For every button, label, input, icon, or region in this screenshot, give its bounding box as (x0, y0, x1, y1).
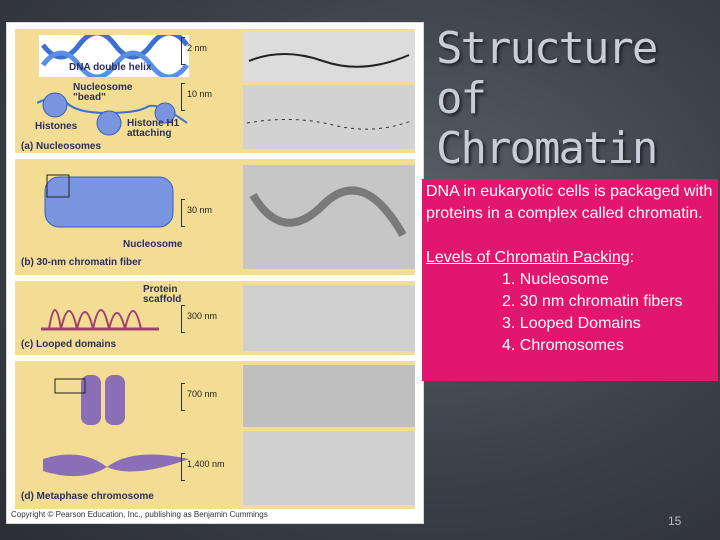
list-item: 3. Looped Domains (502, 315, 641, 332)
micrograph-700nm (243, 365, 415, 427)
slide-title: Structure of Chromatin (436, 23, 657, 174)
nucleosome-label: Nucleosome (123, 239, 183, 250)
micrograph-metaphase (243, 431, 415, 505)
info-textbox (422, 179, 718, 381)
scale-300nm: 300 nm (187, 311, 218, 321)
slide-number: 15 (668, 514, 682, 528)
panel-a-label: (a) Nucleosomes (21, 141, 102, 152)
micrograph-nucleosomes (243, 85, 415, 149)
fiber-drawing (39, 167, 179, 237)
panel-d-label: (d) Metaphase chromosome (21, 491, 154, 502)
micrograph-fiber (243, 165, 415, 269)
scale-2nm: 2 nm (187, 43, 208, 53)
panel-looped-domains (15, 281, 415, 355)
levels-list (426, 269, 714, 357)
panel-30nm-fiber (15, 159, 415, 275)
panel-metaphase-chromosome (15, 361, 415, 509)
levels-heading-colon: : (629, 249, 635, 266)
list-item: 4. Chromosomes (502, 337, 624, 354)
panel-c-label: (c) Looped domains (21, 339, 116, 350)
micrograph-dna (243, 31, 415, 81)
levels-heading-text: Levels of Chromatin Packing (426, 249, 630, 266)
scale-10nm: 10 nm (187, 89, 213, 99)
levels-heading (426, 247, 714, 269)
micrograph-looped (243, 285, 415, 351)
chromatin-figure (6, 22, 424, 524)
list-item: 1. Nucleosome (502, 271, 609, 288)
chromosome-drawing (41, 367, 191, 497)
scale-1400nm: 1,400 nm (187, 459, 225, 469)
scale-30nm: 30 nm (187, 205, 213, 215)
panel-b-label: (b) 30-nm chromatin fiber (21, 257, 142, 268)
list-item: 2. 30 nm chromatin fibers (502, 293, 683, 310)
nucleosome-bead-label: Nucleosome "bead" (73, 82, 133, 103)
dna-helix-label: DNA double helix (69, 62, 152, 73)
histones-label: Histones (35, 121, 78, 132)
intro-text: DNA in eukaryotic cells is packaged with proteins in a complex called chromatin. (426, 183, 713, 222)
scale-700nm: 700 nm (187, 389, 218, 399)
panel-nucleosomes (15, 29, 415, 153)
histone-h1-label: Histone H1 attaching (127, 118, 180, 139)
copyright-text: Copyright © Pearson Education, Inc., publishing as Benjamin Cummings (11, 510, 268, 519)
protein-scaffold-label: Protein scaffold (143, 284, 182, 305)
